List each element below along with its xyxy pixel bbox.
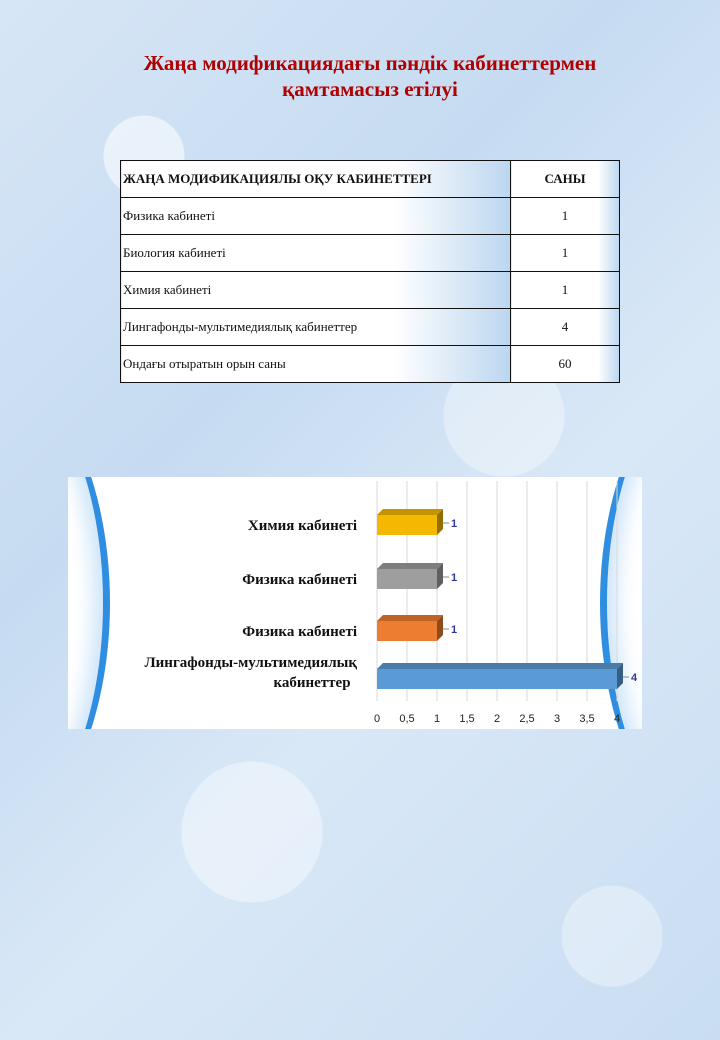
x-tick-label: 3,5 bbox=[579, 713, 595, 725]
x-tick-label: 2 bbox=[493, 713, 501, 725]
x-tick-label: 0 bbox=[373, 713, 381, 725]
page-title bbox=[40, 50, 700, 102]
bar bbox=[377, 569, 437, 589]
bar bbox=[377, 669, 617, 689]
classrooms-table bbox=[120, 160, 620, 383]
row-name: Химия кабинеті bbox=[121, 272, 511, 309]
bar-top-face bbox=[377, 509, 443, 515]
header-count: САНЫ bbox=[511, 161, 620, 198]
category-label: Физика кабинеті bbox=[242, 624, 357, 640]
row-count: 4 bbox=[511, 309, 620, 346]
data-label: 1 bbox=[451, 518, 458, 530]
x-tick-label: 0,5 bbox=[399, 713, 415, 725]
x-tick-label: 2,5 bbox=[519, 713, 535, 725]
data-label: 1 bbox=[451, 572, 458, 584]
bar-top-face bbox=[377, 563, 443, 569]
header-rooms: ЖАҢА МОДИФИКАЦИЯЛЫ ОҚУ КАБИНЕТТЕРІ bbox=[121, 161, 511, 198]
category-label: Химия кабинеті bbox=[247, 518, 357, 534]
row-name: Физика кабинеті bbox=[121, 198, 511, 235]
chart-svg bbox=[68, 477, 642, 729]
bar bbox=[377, 515, 437, 535]
table-row bbox=[121, 272, 620, 309]
x-tick-label: 3 bbox=[553, 713, 561, 725]
row-count: 60 bbox=[511, 346, 620, 383]
category-label: Лингафонды-мультимедиялық bbox=[144, 655, 357, 671]
data-label: 4 bbox=[631, 672, 638, 684]
category-label: Физика кабинеті bbox=[242, 572, 357, 588]
table-header-row bbox=[121, 161, 620, 198]
row-name: Лингафонды-мультимедиялық кабинеттер bbox=[121, 309, 511, 346]
title-line-2: қамтамасыз етілуі bbox=[282, 77, 458, 101]
row-count: 1 bbox=[511, 198, 620, 235]
data-label: 1 bbox=[451, 624, 458, 636]
row-name: Ондағы отыратын орын саны bbox=[121, 346, 511, 383]
bar-top-face bbox=[377, 615, 443, 621]
row-count: 1 bbox=[511, 272, 620, 309]
x-tick-label: 1,5 bbox=[459, 713, 475, 725]
bar-chart bbox=[68, 477, 642, 729]
bar-top-face bbox=[377, 663, 623, 669]
table-row bbox=[121, 309, 620, 346]
x-tick-label: 4 bbox=[613, 713, 621, 725]
table-row bbox=[121, 346, 620, 383]
row-name: Биология кабинеті bbox=[121, 235, 511, 272]
x-tick-label: 1 bbox=[433, 713, 441, 725]
table-row bbox=[121, 235, 620, 272]
title-line-1: Жаңа модификациядағы пәндік кабинеттермен bbox=[143, 51, 597, 75]
bar bbox=[377, 621, 437, 641]
row-count: 1 bbox=[511, 235, 620, 272]
category-label-line-2: кабинеттер bbox=[273, 675, 351, 691]
table-row bbox=[121, 198, 620, 235]
